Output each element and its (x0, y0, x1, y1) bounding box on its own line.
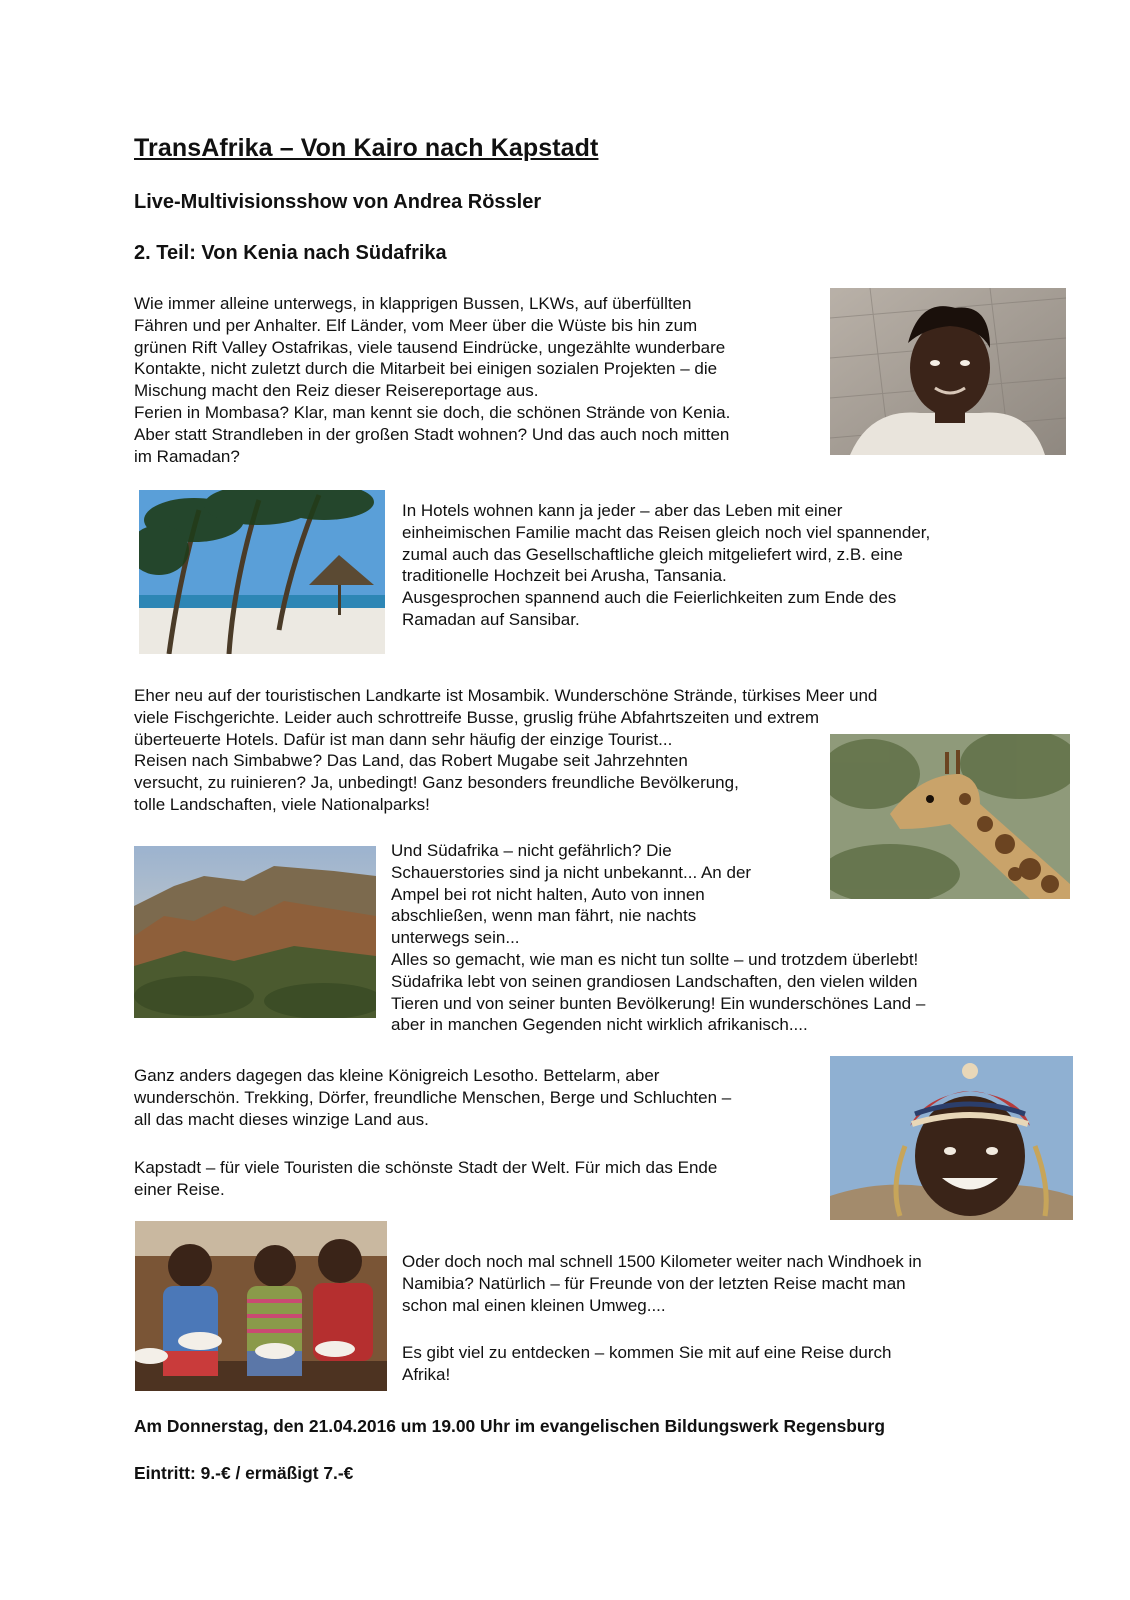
text-line: Südafrika lebt von seinen grandiosen Landschaften, den vielen wilden (391, 971, 918, 991)
text-line: unterwegs sein... (391, 928, 520, 948)
text-line: Und Südafrika – nicht gefährlich? Die (391, 841, 672, 860)
photo-smiling-man (830, 1056, 1073, 1220)
text-line: wunderschön. Trekking, Dörfer, freundliche Menschen, Berge und Schluchten – (134, 1087, 732, 1107)
photo-beach-palms (139, 490, 385, 654)
text-line: all das macht dieses winzige Land aus. (134, 1109, 429, 1129)
paragraph-mosambik (134, 685, 877, 816)
text-line: Eher neu auf der touristischen Landkarte ist Mosambik. Wunderschöne Strände, türkises Meer und (134, 686, 878, 705)
text-line: Wie immer alleine unterwegs, in klapprigen Bussen, LKWs, auf überfüllten (134, 294, 692, 313)
text-line: grünen Rift Valley Ostafrikas, viele tausend Eindrücke, ungezählte wunderbare (134, 337, 726, 357)
text-line: Ampel bei rot nicht halten, Auto von innen (391, 884, 705, 904)
text-line: Oder doch noch mal schnell 1500 Kilometer weiter nach Windhoek in (402, 1252, 922, 1271)
text-line: Es gibt viel zu entdecken – kommen Sie mit auf eine Reise durch (402, 1343, 892, 1362)
text-line: Ganz anders dagegen das kleine Königreich Lesotho. Bettelarm, aber (134, 1066, 660, 1085)
paragraph-intro (134, 293, 730, 467)
text-line: im Ramadan? (134, 446, 240, 466)
document-subtitle: Live-Multivisionsshow von Andrea Rössler (134, 191, 542, 213)
photo-children-eating (135, 1221, 387, 1391)
photo-canyon (134, 846, 376, 1018)
part-heading: 2. Teil: Von Kenia nach Südafrika (134, 242, 447, 264)
text-line: Aber statt Strandleben in der großen Stadt wohnen? Und das auch noch mitten (134, 424, 730, 444)
text-line: Ramadan auf Sansibar. (402, 609, 580, 629)
text-line: aber in manchen Gegenden nicht wirklich afrikanisch.... (391, 1015, 808, 1035)
photo-girl-portrait (830, 288, 1066, 455)
text-line: einer Reise. (134, 1179, 225, 1199)
text-line: Ausgesprochen spannend auch die Feierlichkeiten zum Ende des (402, 588, 897, 608)
paragraph-kapstadt (134, 1157, 717, 1201)
text-line: traditionelle Hochzeit bei Arusha, Tansania. (402, 566, 727, 586)
text-line: Mischung macht den Reiz dieser Reisereportage aus. (134, 381, 539, 401)
text-line: Fähren und per Anhalter. Elf Länder, vom Meer über die Wüste bis hin zum (134, 315, 698, 335)
admission-price: Eintritt: 9.-€ / ermäßigt 7.-€ (134, 1463, 354, 1483)
text-line: schon mal einen kleinen Umweg.... (402, 1295, 666, 1315)
text-line: Tieren und von seiner bunten Bevölkerung! Ein wunderschönes Land – (391, 993, 926, 1013)
text-line: abschließen, wenn man fährt, nie nachts (391, 906, 697, 926)
document-title: TransAfrika – Von Kairo nach Kapstadt (134, 134, 599, 162)
paragraph-invitation (402, 1342, 891, 1386)
paragraph-hotels (402, 500, 930, 631)
text-line: tolle Landschaften, viele Nationalparks! (134, 794, 430, 814)
text-line: einheimischen Familie macht das Reisen gleich noch viel spannender, (402, 522, 931, 542)
text-line: In Hotels wohnen kann ja jeder – aber das Leben mit einer (402, 501, 843, 520)
text-line: Reisen nach Simbabwe? Das Land, das Robert Mugabe seit Jahrzehnten (134, 751, 688, 771)
text-line: Alles so gemacht, wie man es nicht tun sollte – und trotzdem überlebt! (391, 949, 919, 969)
text-line: überteuerte Hotels. Dafür ist man dann sehr häufig der einzige Tourist... (134, 729, 673, 749)
text-line: Schauerstories sind ja nicht unbekannt... An der (391, 862, 752, 882)
paragraph-lesotho (134, 1065, 731, 1130)
paragraph-suedafrika (391, 840, 925, 1036)
text-line: Namibia? Natürlich – für Freunde von der letzten Reise macht man (402, 1273, 906, 1293)
event-date: Am Donnerstag, den 21.04.2016 um 19.00 Uhr im evangelischen Bildungswerk Regensburg (134, 1416, 885, 1436)
text-line: Ferien in Mombasa? Klar, man kennt sie doch, die schönen Strände von Kenia. (134, 402, 731, 422)
text-line: versucht, zu ruinieren? Ja, unbedingt! Ganz besonders freundliche Bevölkerung, (134, 773, 739, 793)
text-line: Afrika! (402, 1364, 451, 1384)
paragraph-namibia (402, 1251, 922, 1316)
text-line: Kapstadt – für viele Touristen die schönste Stadt der Welt. Für mich das Ende (134, 1158, 718, 1177)
text-line: zumal auch das Gesellschaftliche gleich mitgeliefert wird, z.B. eine (402, 544, 903, 564)
text-line: Kontakte, nicht zuletzt durch die Mitarbeit bei einigen sozialen Projekten – die (134, 359, 718, 379)
text-line: viele Fischgerichte. Leider auch schrottreife Busse, gruslig frühe Abfahrtszeiten und extrem (134, 707, 820, 727)
